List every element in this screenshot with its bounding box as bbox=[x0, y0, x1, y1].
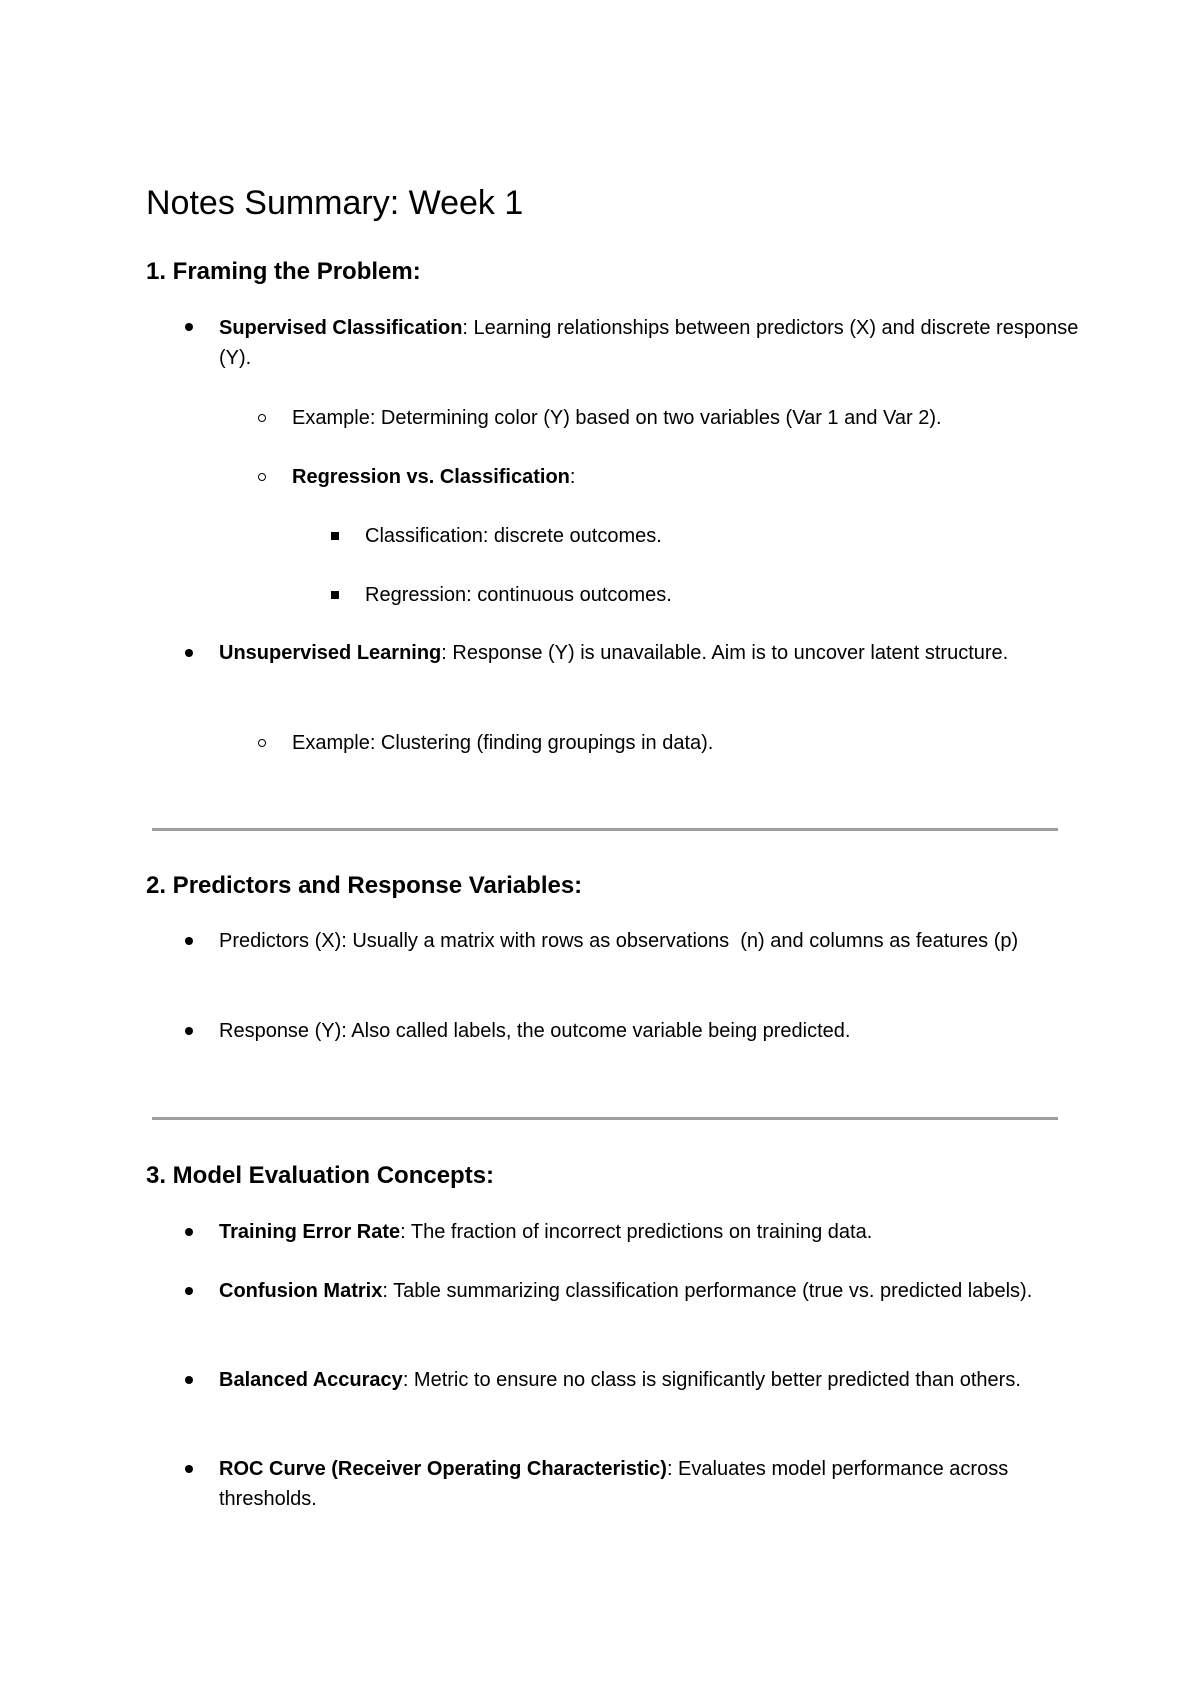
item-description: : bbox=[569, 466, 576, 488]
bullet-square-icon bbox=[331, 532, 339, 540]
item-text: Example: Determining color (Y) based on two variables (Var 1 and Var 2). bbox=[292, 407, 942, 429]
list-item bbox=[219, 313, 1079, 373]
bullet-disc-icon bbox=[185, 937, 193, 945]
item-text: Predictors (X): Usually a matrix with rows as observations (n) and columns as features (p) bbox=[219, 930, 1019, 952]
list-item bbox=[365, 521, 1200, 551]
horizontal-divider bbox=[152, 828, 1058, 831]
bullet-disc-icon bbox=[185, 1465, 193, 1473]
item-term: Training Error Rate bbox=[219, 1221, 401, 1243]
item-description: : Learning relationships between predictors (X) and discrete response (Y). bbox=[219, 317, 1079, 369]
bullet-disc-icon bbox=[185, 649, 193, 657]
item-description: : The fraction of incorrect predictions on training data. bbox=[400, 1221, 873, 1243]
bullet-disc-icon bbox=[185, 1376, 193, 1384]
item-description: : Metric to ensure no class is significantly better predicted than others. bbox=[402, 1369, 1021, 1391]
list-item bbox=[365, 580, 1200, 610]
list-item bbox=[219, 1365, 1079, 1395]
list-item bbox=[219, 638, 1079, 668]
section-heading: 3. Model Evaluation Concepts: bbox=[146, 1162, 495, 1189]
item-term: Regression vs. Classification bbox=[292, 466, 570, 488]
bullet-square-icon bbox=[331, 591, 339, 599]
item-text: Classification: discrete outcomes. bbox=[365, 525, 662, 547]
list-item bbox=[292, 462, 1152, 492]
item-text: Regression: continuous outcomes. bbox=[365, 584, 672, 606]
item-term: ROC Curve (Receiver Operating Characteristic) bbox=[219, 1458, 667, 1480]
item-term: Confusion Matrix bbox=[219, 1280, 383, 1302]
bullet-circle-icon bbox=[258, 473, 266, 481]
list-item bbox=[219, 1217, 1079, 1247]
item-text: Response (Y): Also called labels, the outcome variable being predicted. bbox=[219, 1020, 851, 1042]
bullet-disc-icon bbox=[185, 1228, 193, 1236]
bullet-disc-icon bbox=[185, 1287, 193, 1295]
item-term: Balanced Accuracy bbox=[219, 1369, 403, 1391]
list-item bbox=[219, 1276, 1079, 1306]
list-item bbox=[292, 403, 1152, 433]
list-item bbox=[292, 728, 1152, 758]
item-description: : Evaluates model performance across thresholds. bbox=[219, 1458, 1009, 1510]
bullet-disc-icon bbox=[185, 323, 193, 331]
list-item bbox=[219, 1454, 1079, 1514]
list-item bbox=[219, 1016, 1079, 1046]
bullet-disc-icon bbox=[185, 1027, 193, 1035]
bullet-circle-icon bbox=[258, 739, 266, 747]
list-item bbox=[219, 926, 1079, 956]
item-text: Example: Clustering (finding groupings in data). bbox=[292, 732, 714, 754]
horizontal-divider bbox=[152, 1117, 1058, 1120]
section-heading: 1. Framing the Problem: bbox=[146, 258, 421, 285]
item-description: : Table summarizing classification performance (true vs. predicted labels). bbox=[382, 1280, 1033, 1302]
document-title: Notes Summary: Week 1 bbox=[146, 184, 524, 222]
bullet-circle-icon bbox=[258, 414, 266, 422]
item-description: : Response (Y) is unavailable. Aim is to uncover latent structure. bbox=[441, 642, 1009, 664]
item-term: Unsupervised Learning bbox=[219, 642, 442, 664]
item-term: Supervised Classification bbox=[219, 317, 463, 339]
section-heading: 2. Predictors and Response Variables: bbox=[146, 872, 583, 899]
